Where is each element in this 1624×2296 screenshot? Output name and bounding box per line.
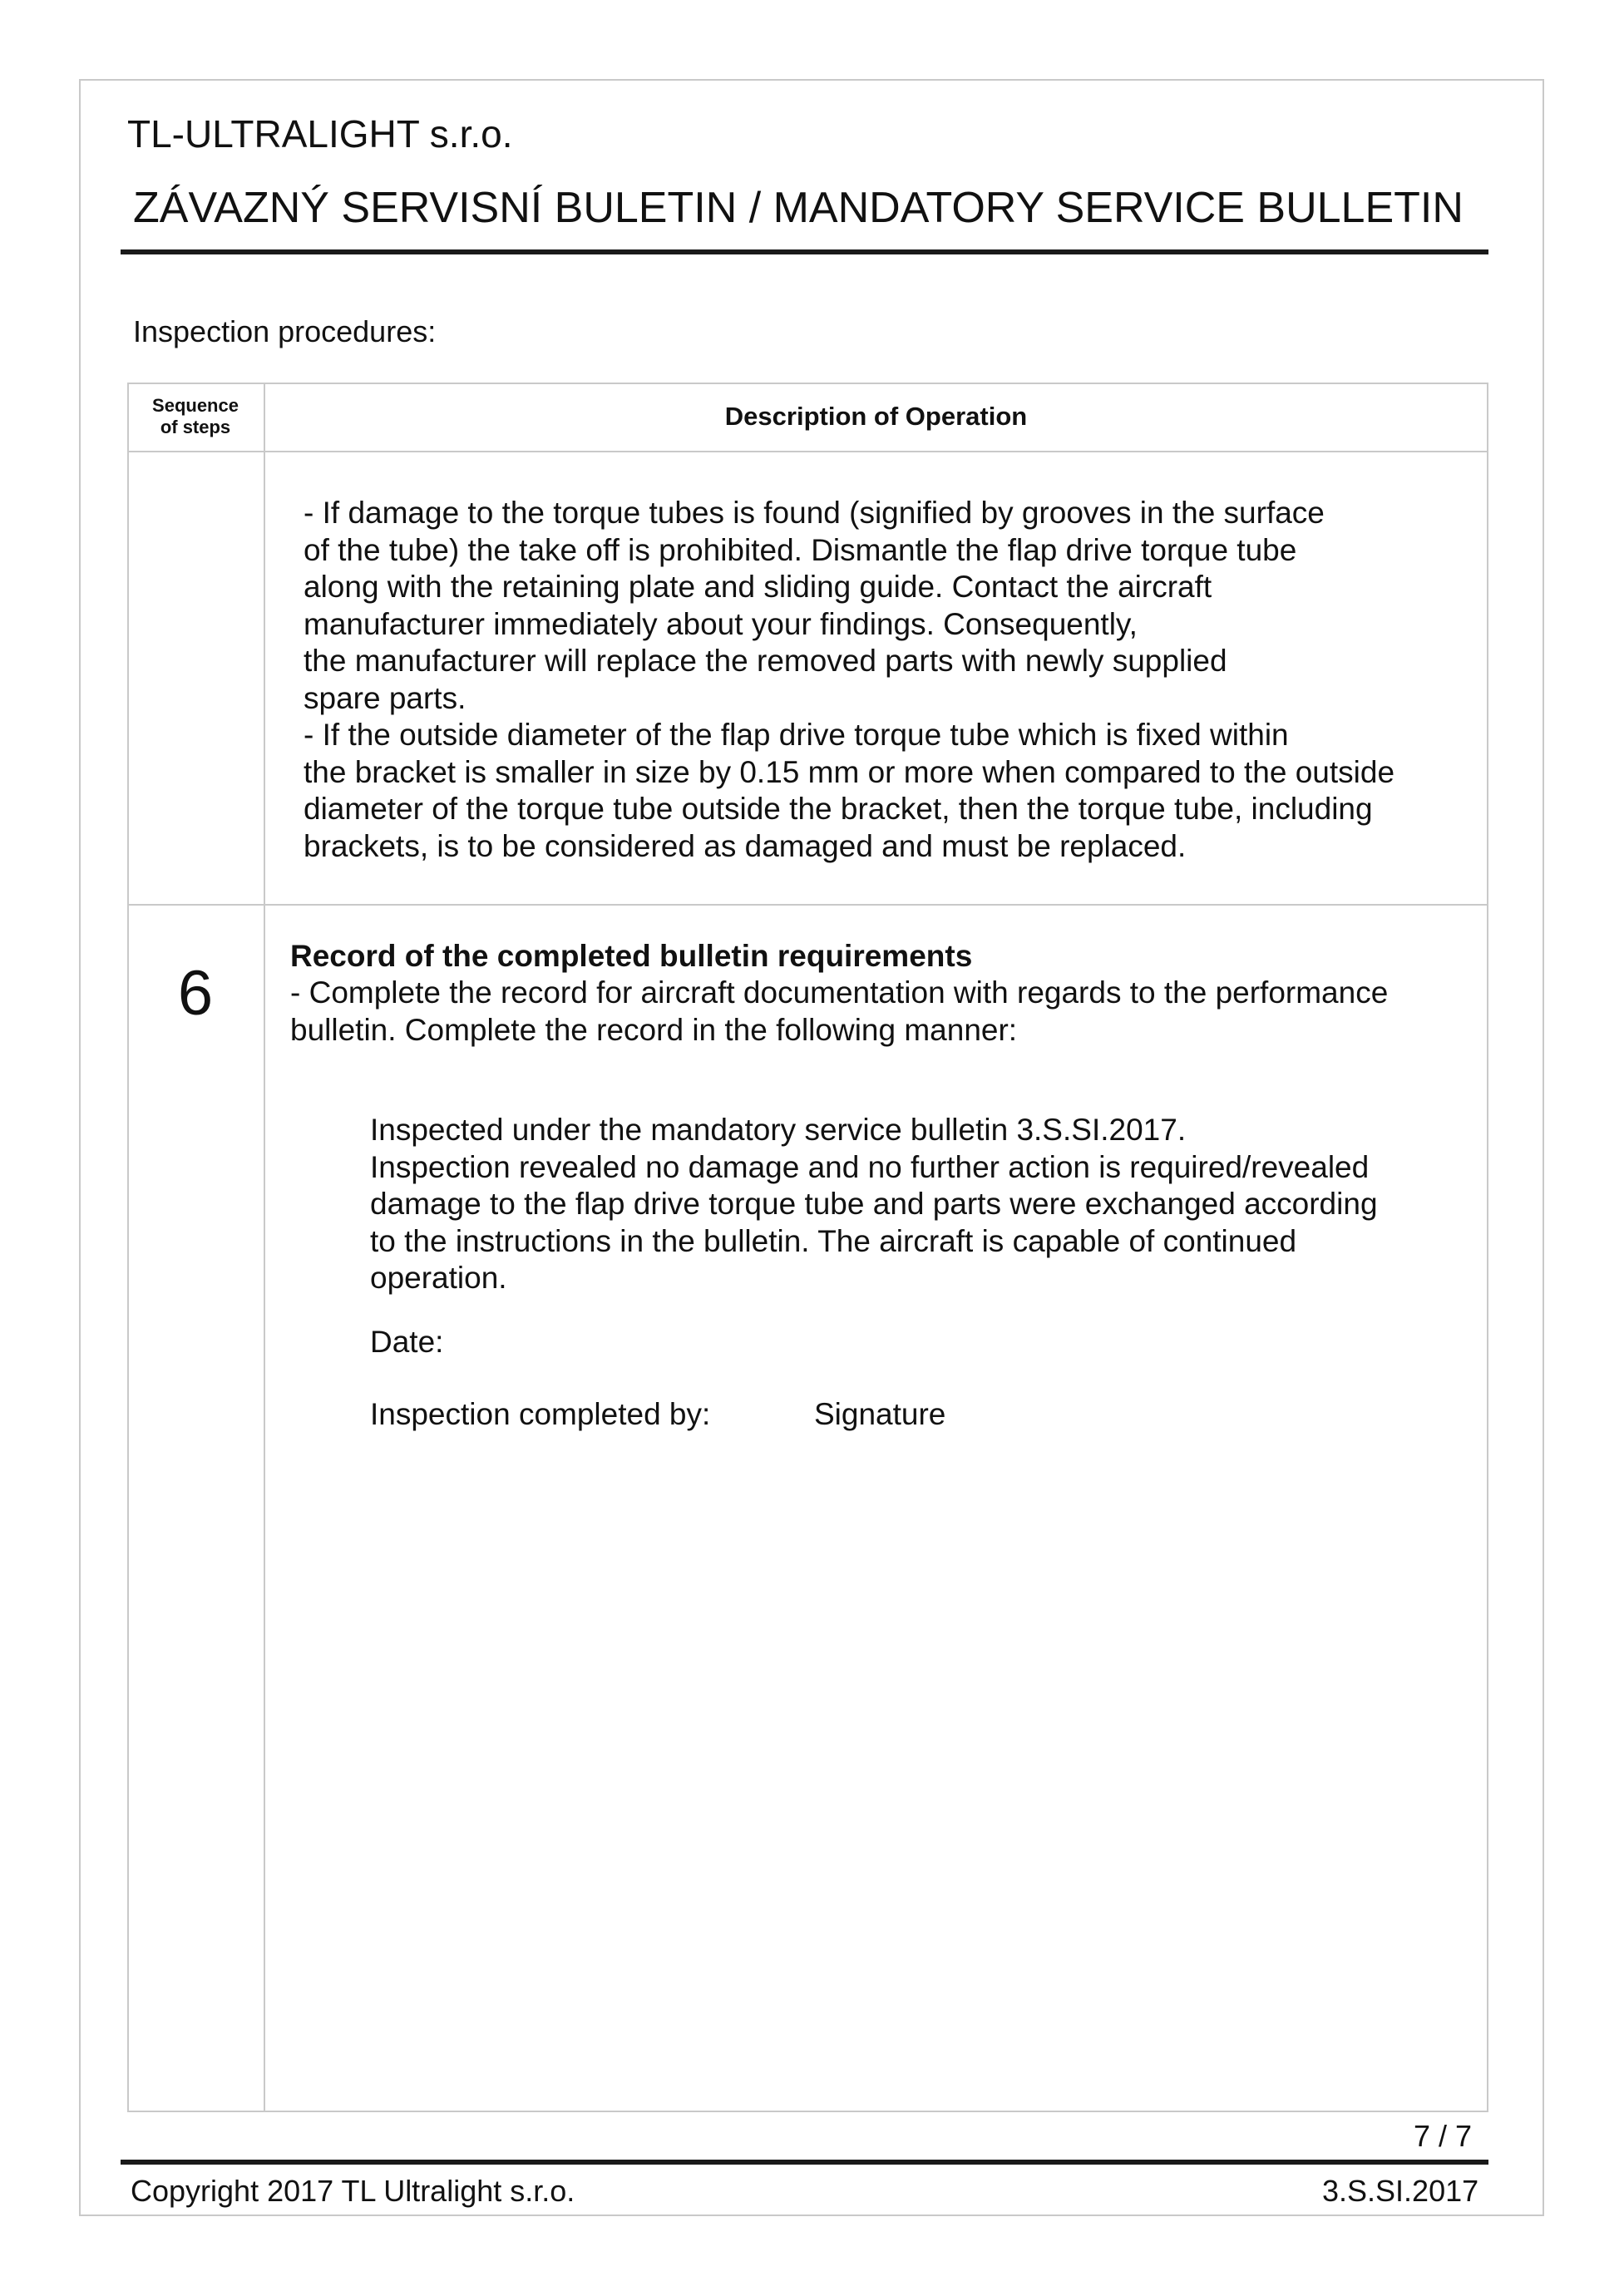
signature-label: Signature: [814, 1397, 946, 1431]
section-label: Inspection procedures:: [133, 314, 437, 348]
footer-divider: [121, 2160, 1488, 2165]
page-number: 7 / 7: [1414, 2119, 1473, 2153]
procedures-table: [127, 383, 1488, 2112]
inspection-completed-by-label: Inspection completed by:: [370, 1397, 711, 1431]
copyright: Copyright 2017 TL Ultralight s.r.o.: [131, 2174, 575, 2208]
table-header-divider: [127, 451, 1488, 452]
column-header-description: Description of Operation: [724, 402, 1028, 431]
table-border-bottom: [127, 2111, 1488, 2112]
step-description-continued: - If damage to the torque tubes is found (signified by grooves in the surface of the tube) the take off is prohibited. Dismantle the flap drive torque tube along with the retaining plate and sliding guide. Contact the aircraft manufacturer immediately about your findings. Consequently, the manufacturer will replace the removed parts with newly supplied spare parts. - If the outside diameter of the flap drive torque tube which is fixed within the bracket is smaller in size by 0.15 mm or more when compared to the outside diameter of the torque tube outside the bracket, then the torque tube, including brackets, is to be considered as damaged and must be replaced.: [304, 496, 1395, 863]
bulletin-title: ZÁVAZNÝ SERVISNÍ BULETIN / MANDATORY SERVICE BULLETIN: [133, 184, 1464, 232]
step-heading: Record of the completed bulletin requirements: [290, 939, 973, 973]
column-header-sequence: Sequence of steps: [152, 395, 239, 437]
company-name: TL-ULTRALIGHT s.r.o.: [127, 112, 513, 156]
table-column-divider: [264, 383, 265, 2112]
table-row-divider: [127, 904, 1488, 906]
record-template: Inspected under the mandatory service bulletin 3.S.SI.2017. Inspection revealed no damage and no further action is required/revealed damage to the flap drive torque tube and parts were exchanged according to the instructions in the bulletin. The aircraft is capable of continued operation.: [370, 1113, 1378, 1295]
step-description: - Complete the record for aircraft documentation with regards to the performance bulletin. Complete the record in the following manner:: [290, 975, 1389, 1047]
date-label: Date:: [370, 1325, 444, 1359]
step-number: 6: [177, 958, 214, 1029]
table-border-left: [127, 383, 129, 2112]
table-border-right: [1487, 383, 1488, 2112]
document-id: 3.S.SI.2017: [1322, 2174, 1479, 2208]
header-divider: [121, 249, 1488, 254]
